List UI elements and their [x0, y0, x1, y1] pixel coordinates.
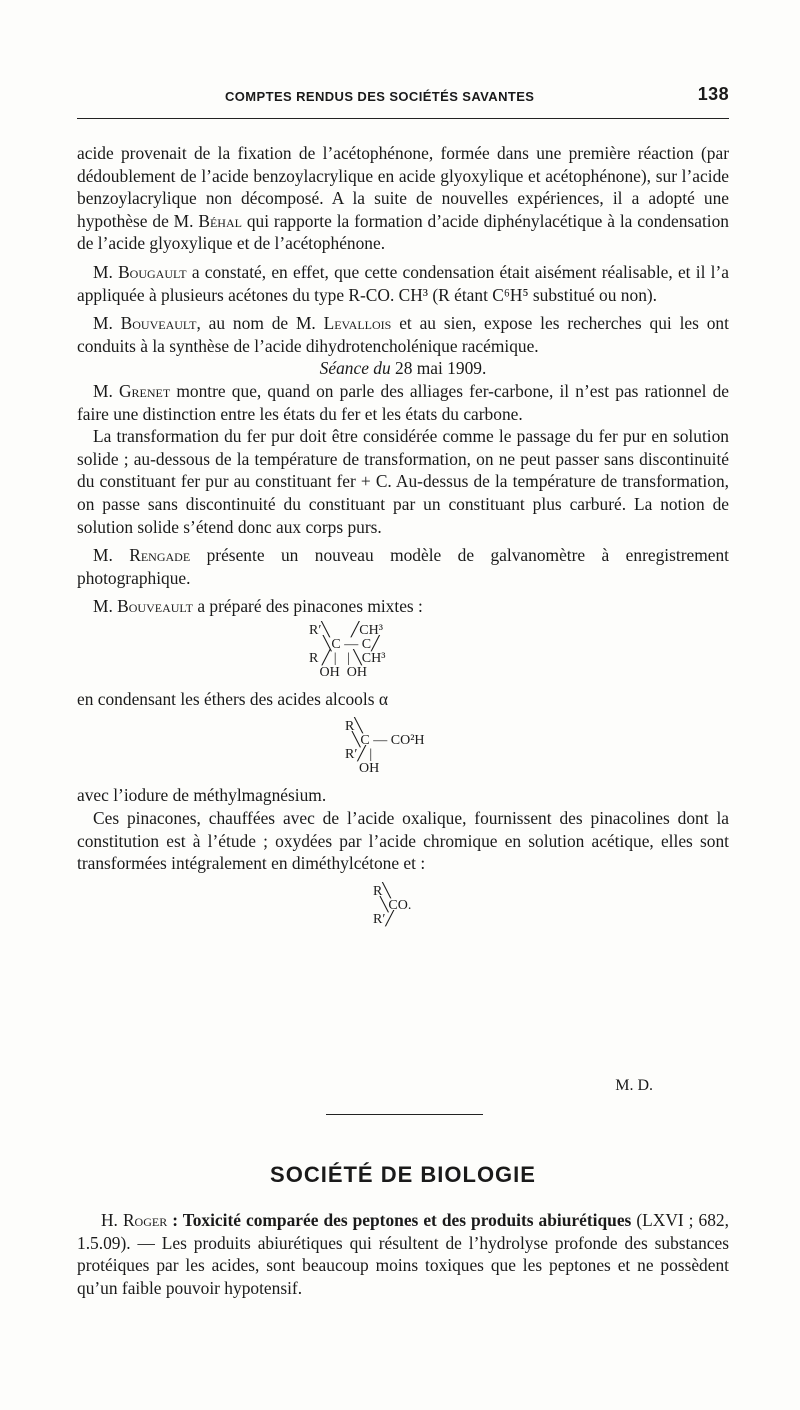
- running-head: [77, 86, 729, 110]
- formula-ketone-text: R╲ ╲CO. R′╱: [373, 883, 412, 927]
- session-date: 28 mai 1909.: [395, 358, 487, 379]
- person-name: Bouveault: [120, 313, 197, 334]
- paragraph-6-text: présente un nouveau modèle de galvanomètre à enregistrement photographique.: [77, 545, 729, 588]
- person-name-2: Levallois: [323, 313, 392, 334]
- person-name: Grenet: [118, 380, 171, 401]
- formula-pinacone: [309, 624, 729, 680]
- paragraph-4: [77, 380, 729, 425]
- biology-entry: [77, 1209, 729, 1299]
- session-heading: [77, 357, 729, 380]
- paragraph-5: La transformation du fer pur doit être considérée comme le passage du fer pur en solution solide ; au-dessous de la température de transformation, on ne peut passer sans discontinuité du constituant fer pur au constituant fer + C. Au-dessus de la température de transformation, on passe sans discontinuité du constituant par un constituant plus carburé. La notion de solution solide s’étend donc aux corps purs.: [77, 426, 729, 537]
- paragraph-8: en condensant les éthers des acides alcools α: [77, 688, 388, 709]
- formula-pinacone-text: R′╲ ╱CH³ ╲C — C╱ R ╱ | | ╲CH³ OH OH: [309, 622, 386, 680]
- section-title: SOCIÉTÉ DE BIOLOGIE: [270, 1162, 536, 1187]
- paragraph-3-text: et au sien, expose les recherches qui les ont conduits à la synthèse de l’acide dihydrotencholénique racémique.: [77, 313, 729, 356]
- prefix: M.: [93, 313, 113, 334]
- article-title: : Toxicité comparée des peptones et des produits abiurétiques: [172, 1210, 632, 1230]
- running-head-title: COMPTES RENDUS DES SOCIÉTÉS SAVANTES: [225, 89, 535, 104]
- reference-text: (LXVI ; 682, 1.5.09). — Les produits abiurétiques qui résultent de l’hydrolyse profonde des substances protéiques par les acides, sont beaucoup moins toxiques que les peptones et ne possèdent qu’un faible pouvoir hypotensif.: [77, 1210, 729, 1298]
- formula-acid-text: R╲ ╲C — CO²H R′╱ | OH: [345, 719, 425, 777]
- formula-acid: [345, 720, 729, 776]
- paragraph-1: [77, 142, 729, 255]
- paragraph-2-text: a constaté, en effet, que cette condensation était aisément réalisable, et il l’a appliquée à plusieurs acétones du type R-CO. CH³ (R étant C⁶H⁵ substitué ou non).: [77, 261, 729, 305]
- prefix: M.: [93, 596, 113, 617]
- person-name: Bougault: [118, 261, 187, 282]
- body-text: [77, 142, 729, 935]
- prefix: M.: [93, 380, 113, 401]
- page-number: 138: [697, 84, 729, 104]
- person-name: Béhal: [198, 210, 242, 231]
- paragraph-4-text: montre que, quand on parle des alliages fer-carbone, il n’est pas rationnel de faire une distinction entre les états du fer et les états du carbone.: [77, 380, 729, 424]
- prefix: M.: [93, 261, 113, 282]
- paragraph-1-text: acide provenait de la fixation de l’acétophénone, formée dans une première réaction (par dédoublement de l’acide benzoylacrylique en acide glyoxylique et acétophénone), sur l’acide benzoylacrylique non décomposé. A la suite de nouvelles expériences, il a adopté une hypothèse de M.: [77, 143, 729, 231]
- header-rule: [77, 118, 729, 119]
- person-name: Rengade: [129, 545, 191, 566]
- paragraph-9: avec l’iodure de méthylmagnésium.: [77, 785, 327, 806]
- paragraph-2: [77, 261, 729, 306]
- paragraph-7: [77, 595, 729, 618]
- author-initial: H.: [101, 1210, 118, 1230]
- paragraph-1-end: qui rapporte la formation d’acide diphénylacétique à la condensation de l’acide glyoxylique et de l’acétophénone.: [77, 210, 729, 254]
- paragraph-6: [77, 544, 729, 589]
- paragraph-3-mid: , au nom de M.: [196, 313, 316, 334]
- session-label: Séance du: [319, 358, 391, 379]
- prefix: M.: [93, 545, 113, 566]
- formula-ketone: [373, 885, 729, 927]
- section-text: [77, 1209, 729, 1299]
- person-name: Bouveault: [117, 596, 193, 617]
- signature: M. D.: [615, 1077, 653, 1094]
- paragraph-7-text: a préparé des pinacones mixtes :: [197, 596, 423, 617]
- author-name: Roger: [122, 1210, 168, 1230]
- paragraph-3: [77, 312, 729, 357]
- paragraph-10: Ces pinacones, chauffées avec de l’acide oxalique, fournissent des pinacolines dont la constitution est à l’étude ; oxydées par l’acide chromique en solution acétique, elles sont transformées intégralement en diméthylcétone et :: [77, 808, 729, 874]
- section-divider: [326, 1114, 483, 1115]
